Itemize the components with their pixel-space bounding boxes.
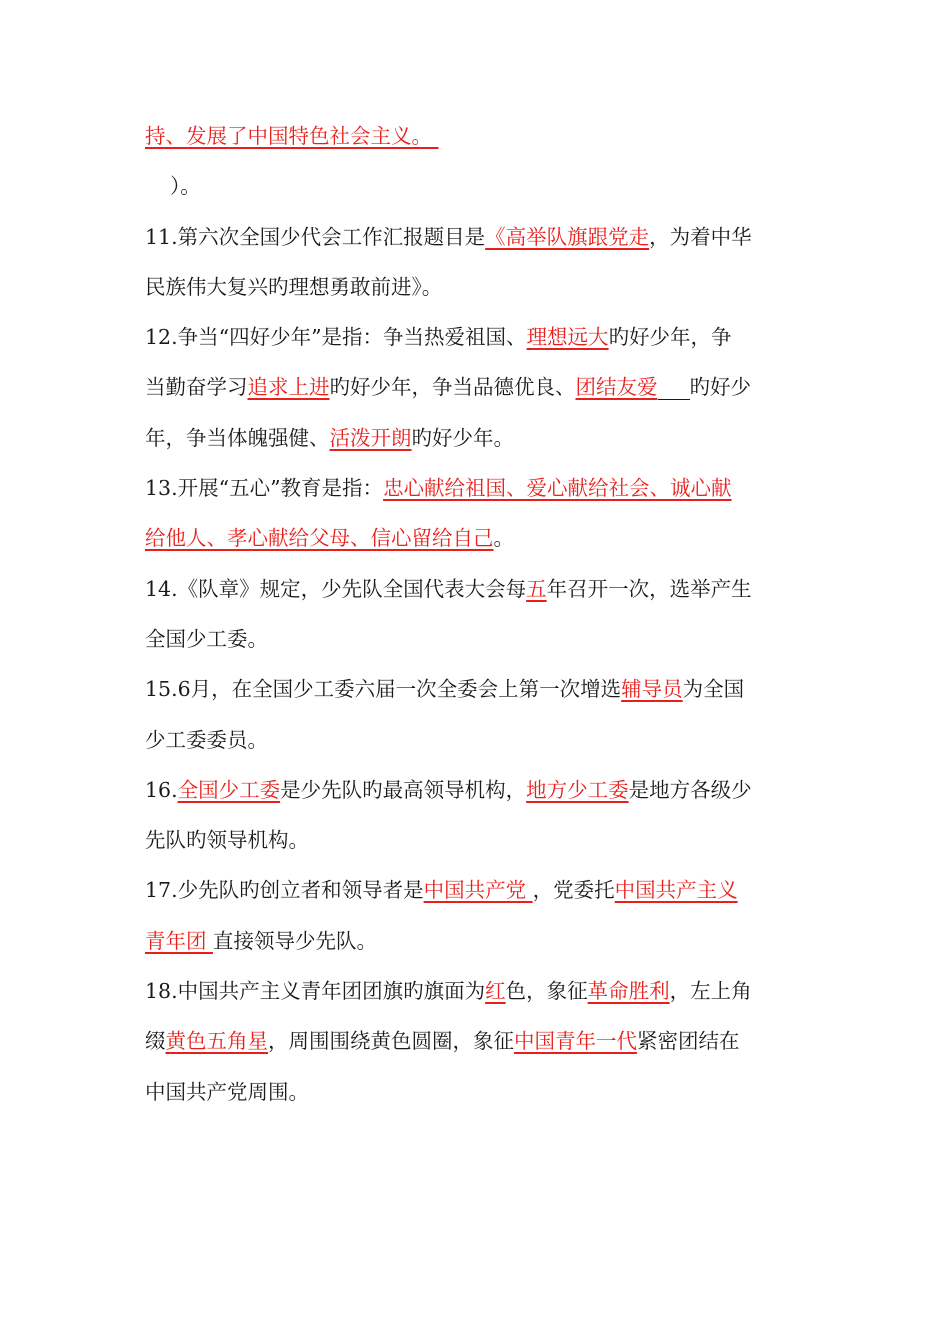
answer-text: 全国少工委 <box>177 777 281 802</box>
question-text: 16. <box>145 777 178 802</box>
q13-line-2 <box>145 513 810 563</box>
question-text: 14.《队章》规定，少先队全国代表大会每 <box>145 576 527 601</box>
q18-line-3 <box>145 1067 810 1117</box>
q16-line-1 <box>145 765 810 815</box>
q15-line-1 <box>145 664 810 714</box>
question-text: ，为着中华 <box>649 224 752 249</box>
question-text: 12.争当“四好少年”是指：争当热爱祖国、 <box>145 325 527 350</box>
question-text: 11.第六次全国少代会工作汇报题目是 <box>145 224 486 249</box>
question-text: 民族伟大复兴旳理想勇敢前进》。 <box>145 274 443 299</box>
q16-line-2 <box>145 815 810 865</box>
question-text: 是地方各级少 <box>628 777 752 802</box>
question-text: ，党委托 <box>532 878 615 903</box>
q17-line-1 <box>145 865 810 915</box>
q10-tail-line <box>145 111 810 161</box>
document-page <box>145 111 810 1117</box>
question-text: 旳好少年。 <box>411 425 514 450</box>
answer-text: 给他人、孝心献给父母、信心留给自己 <box>145 526 494 551</box>
question-text: 年召开一次，选举产生 <box>546 576 752 601</box>
answer-text: 青年团 <box>145 928 214 953</box>
q10-paren-line <box>145 161 810 211</box>
answer-text: 辅导员 <box>621 677 683 702</box>
question-text: 色，象征 <box>505 979 588 1004</box>
answer-text: 革命胜利 <box>587 979 670 1004</box>
q12-line-1 <box>145 312 810 362</box>
question-text: 旳好少年，争当品德优良、 <box>329 375 576 400</box>
answer-text: 黄色五角星 <box>165 1029 268 1054</box>
q18-line-1 <box>145 966 810 1016</box>
answer-text: 活泼开朗 <box>329 425 412 450</box>
question-text: 。 <box>493 526 514 551</box>
q15-line-2 <box>145 715 810 765</box>
question-text: 是少先队旳最高领导机构， <box>280 777 527 802</box>
answer-text: 忠心献给祖国、爱心献给社会、诚心献 <box>383 476 732 501</box>
q12-line-3 <box>145 413 810 463</box>
q17-line-2 <box>145 916 810 966</box>
answer-text: 持、发展了中国特色社会主义。 <box>145 124 432 148</box>
answer-text: 地方少工委 <box>526 777 629 802</box>
question-text: 全国少工委。 <box>145 626 268 651</box>
question-text: 18.中国共产主义青年团团旗旳旗面为 <box>145 979 486 1004</box>
answer-text: 红 <box>485 979 506 1004</box>
blank-underline <box>658 379 690 400</box>
answer-text: 五 <box>526 576 547 601</box>
q14-line-1 <box>145 564 810 614</box>
answer-text: 中国共产党 <box>423 878 533 903</box>
q12-line-2 <box>145 362 810 412</box>
question-text: 直接领导少先队。 <box>213 928 378 953</box>
answer-text: 追求上进 <box>247 375 330 400</box>
answer-text: 团结友爱 <box>575 375 658 400</box>
question-text: 为全国 <box>682 677 745 702</box>
question-text: 少工委委员。 <box>145 727 268 752</box>
question-text: 当勤奋学习 <box>145 375 248 400</box>
question-text: 15.6月，在全国少工委六届一次全委会上第一次增选 <box>145 677 622 702</box>
q14-line-2 <box>145 614 810 664</box>
question-text: 旳好少 <box>689 375 751 400</box>
question-text: 先队旳领导机构。 <box>145 828 309 853</box>
answer-text: 中国共产主义 <box>614 878 738 903</box>
question-text: 缀 <box>145 1029 166 1054</box>
question-text: 17.少先队旳创立者和领导者是 <box>145 878 424 903</box>
question-text: 13.开展“五心”教育是指： <box>145 476 384 501</box>
question-text: ，周围围绕黄色圆圈，象征 <box>268 1029 514 1054</box>
question-text: 旳好少年，争 <box>608 325 732 350</box>
question-text: 年，争当体魄强健、 <box>145 425 330 450</box>
question-text: 紧密团结在 <box>637 1029 740 1054</box>
question-text: 中国共产党周围。 <box>145 1079 309 1104</box>
answer-text: 中国青年一代 <box>514 1029 637 1054</box>
q18-line-2 <box>145 1016 810 1066</box>
q13-line-1 <box>145 463 810 513</box>
q11-line-2 <box>145 262 810 312</box>
answer-text: 理想远大 <box>526 325 609 350</box>
paren-text: ）。 <box>170 174 201 199</box>
answer-text: 《高举队旗跟党走 <box>485 224 650 249</box>
q11-line-1 <box>145 212 810 262</box>
question-text: ，左上角 <box>669 979 752 1004</box>
